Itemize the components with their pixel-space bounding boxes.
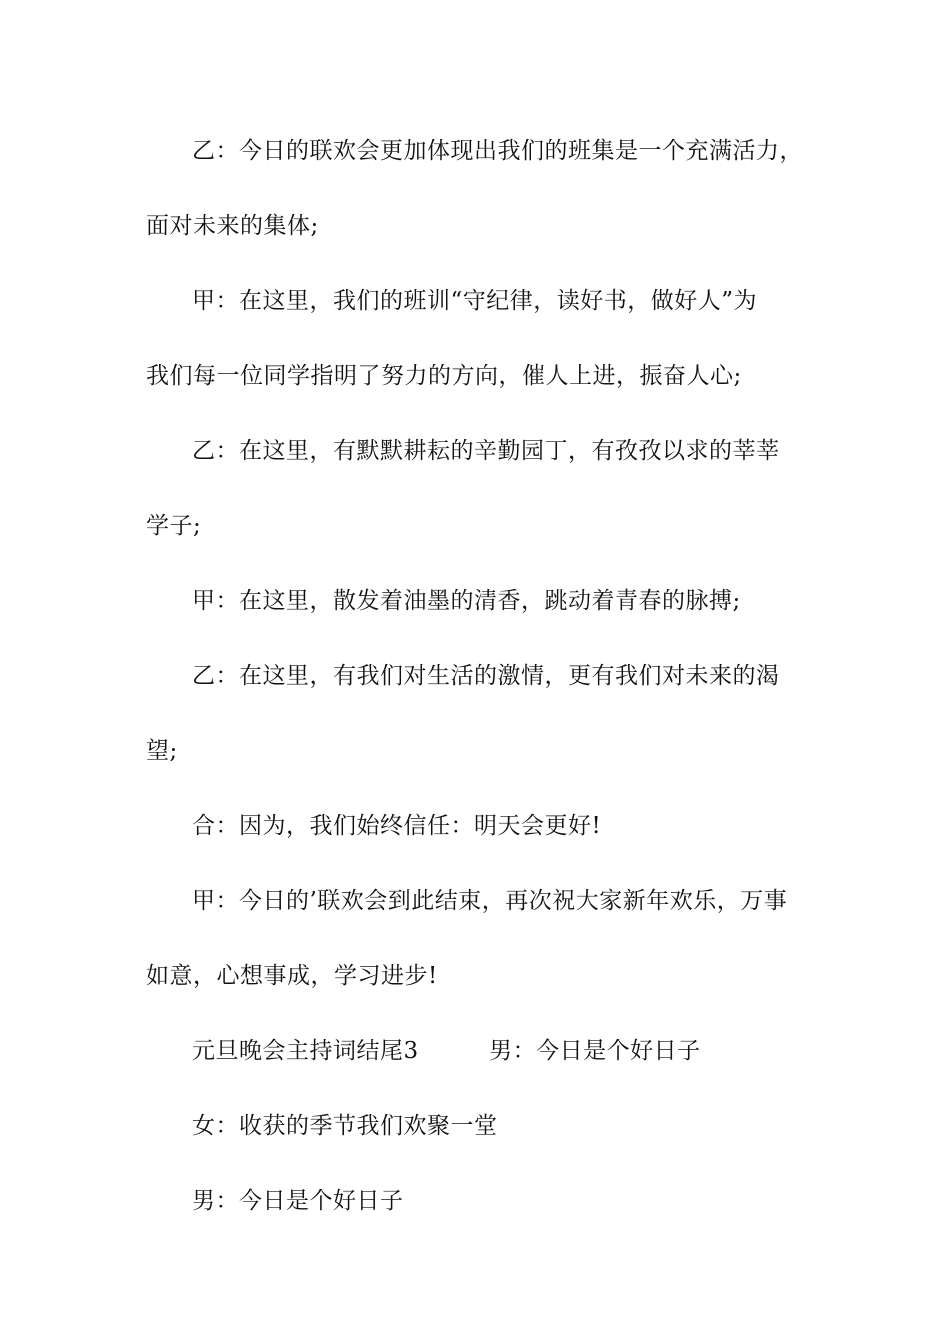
line-8: 乙：在这里，有我们对生活的激情，更有我们对未来的渴: [192, 663, 780, 689]
line-13: 元旦晚会主持词结尾3 男：今日是个好日子: [192, 1038, 701, 1064]
line-10: 合：因为，我们始终信任：明天会更好!: [192, 813, 602, 839]
line-6: 学子;: [146, 513, 202, 539]
line-12: 如意，心想事成，学习进步!: [146, 963, 438, 989]
line-4: 我们每一位同学指明了努力的方向，催人上进，振奋人心;: [146, 363, 742, 389]
line-9: 望;: [146, 738, 178, 764]
line-11: 甲：今日的’联欢会到此结束，再次祝大家新年欢乐，万事: [192, 888, 788, 914]
line-3: 甲：在这里，我们的班训“守纪律，读好书，做好人”为: [192, 288, 758, 314]
line-7: 甲：在这里，散发着油墨的清香，跳动着青春的脉搏;: [192, 588, 741, 614]
line-5: 乙：在这里，有默默耕耘的辛勤园丁，有孜孜以求的莘莘: [192, 438, 780, 464]
line-15: 男：今日是个好日子: [192, 1188, 404, 1214]
line-2: 面对未来的集体;: [146, 213, 319, 239]
line-14: 女：收获的季节我们欢聚一堂: [192, 1113, 498, 1139]
line-1: 乙：今日的联欢会更加体现出我们的班集是一个充满活力，: [192, 138, 803, 164]
